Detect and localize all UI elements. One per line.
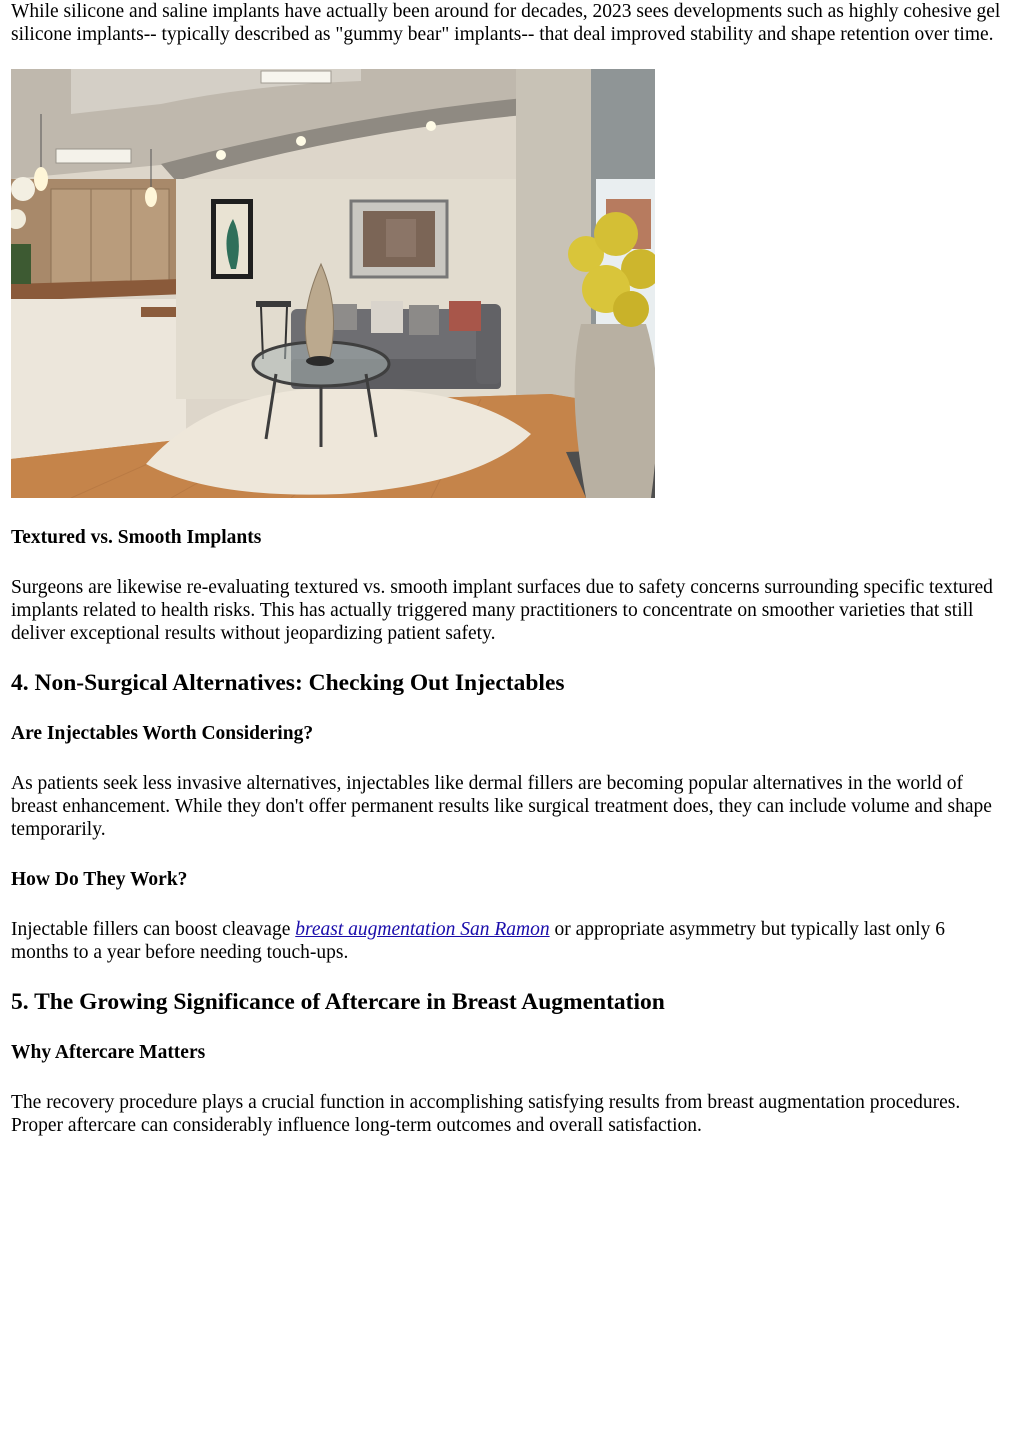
how-do-they-work-heading: How Do They Work? [11,869,188,890]
textured-paragraph: Surgeons are likewise re-evaluating textured vs. smooth implant surfaces due to safety concerns surrounding specific textured implants related to health risks. This has actually triggered many practitioners to concentrate on smoother varieties that still deliver exceptional results without jeopardizing patient safety. [11,577,993,644]
article-page [11,0,1006,1137]
section-5-heading: 5. The Growing Significance of Aftercare in Breast Augmentation [11,989,665,1015]
how-paragraph [11,918,1006,964]
how-paragraph-before: Injectable fillers can boost cleavage [11,919,296,940]
how-paragraph-after: or appropriate asymmetry but typically last only 6 months to a year before needing touch-ups. [11,919,945,963]
intro-paragraph: While silicone and saline implants have actually been around for decades, 2023 sees developments such as highly cohesive gel silicone implants-- typically described as "gummy bear" implants-- that deal improved stability and shape retention over time. [11,1,1001,45]
injectables-paragraph: As patients seek less invasive alternatives, injectables like dermal fillers are becoming popular alternatives in the world of breast enhancement. While they don't offer permanent results like surgical treatment does, they can include volume and shape temporarily. [11,773,992,840]
aftercare-paragraph: The recovery procedure plays a crucial function in accomplishing satisfying results from breast augmentation procedures. Proper aftercare can considerably influence long-term outcomes and overall satisfaction. [11,1092,961,1136]
why-aftercare-heading: Why Aftercare Matters [11,1042,206,1063]
clinic-waiting-room-photo [11,69,655,498]
injectables-worth-heading: Are Injectables Worth Considering? [11,723,314,744]
textured-vs-smooth-heading: Textured vs. Smooth Implants [11,527,262,548]
breast-augmentation-san-ramon-link[interactable]: breast augmentation San Ramon [295,919,550,940]
section-4-heading: 4. Non-Surgical Alternatives: Checking Out Injectables [11,670,565,696]
